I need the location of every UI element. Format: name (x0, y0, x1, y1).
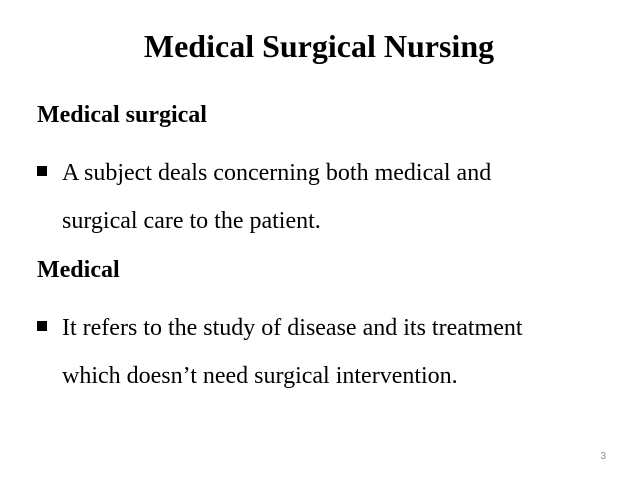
bullet-text-line: surgical care to the patient. (62, 208, 321, 234)
bullet-text-line: A subject deals concerning both medical and (62, 160, 492, 186)
page-number: 3 (600, 451, 606, 462)
bullet-text-line: It refers to the study of disease and its treatment (62, 315, 523, 341)
bullet-text-line: which doesn’t need surgical intervention. (62, 363, 458, 389)
slide-title: Medical Surgical Nursing (143, 28, 495, 64)
section-heading-medical: Medical (37, 257, 120, 283)
square-bullet-icon (37, 321, 47, 331)
square-bullet-icon (37, 166, 47, 176)
bullet-item-medical (37, 304, 617, 400)
bullet-item-medical-surgical (37, 149, 617, 245)
section-heading-medical-surgical: Medical surgical (37, 102, 207, 128)
